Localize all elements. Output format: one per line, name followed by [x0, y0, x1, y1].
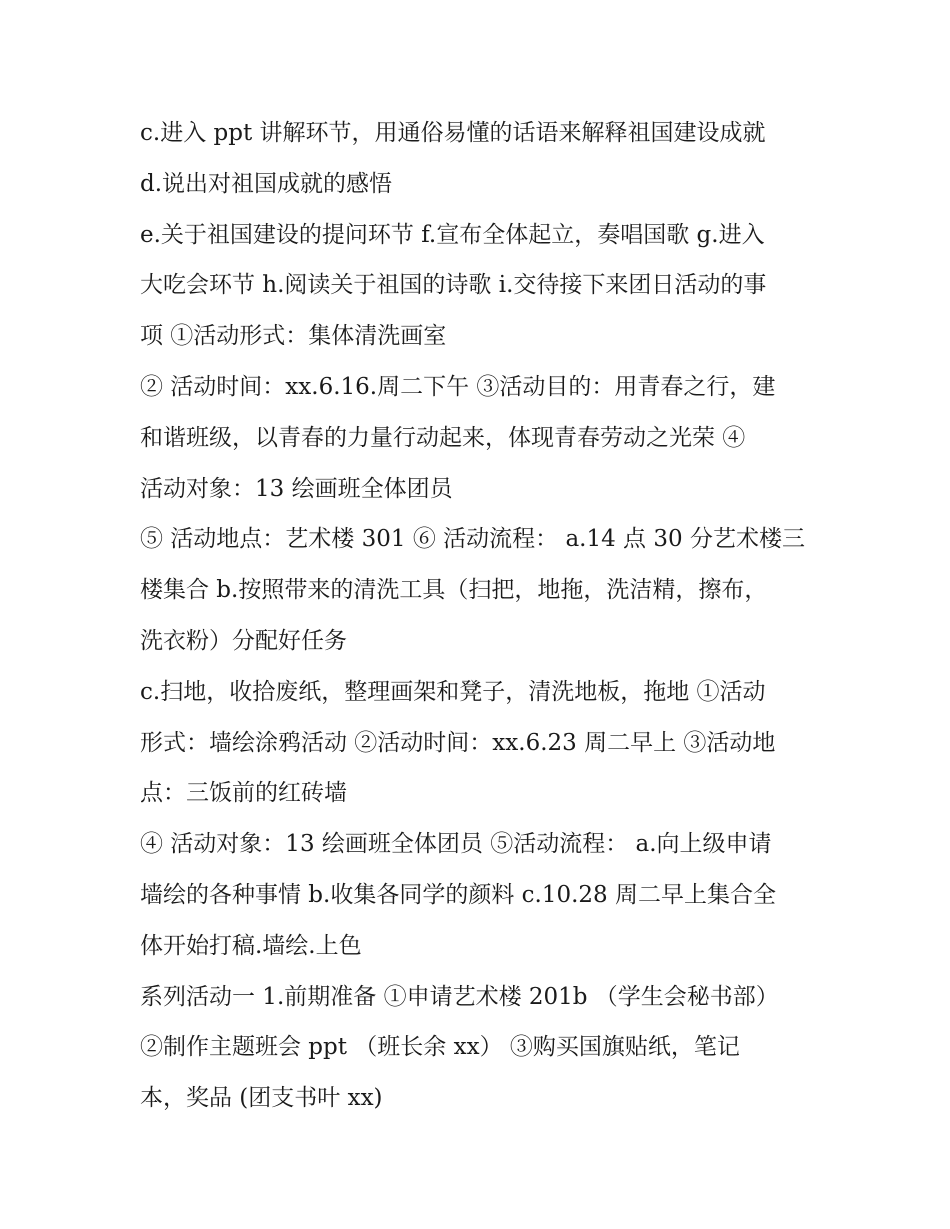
text-line: ⑤ 活动地点：艺术楼 301 ⑥ 活动流程： a.14 点 30 分艺术楼三: [140, 526, 805, 553]
text-line: 项 ①活动形式：集体清洗画室: [140, 323, 447, 350]
text-line: 和谐班级，以青春的力量行动起来，体现青春劳动之光荣 ④: [140, 424, 746, 451]
text-line: c.进入 ppt 讲解环节，用通俗易懂的话语来解释祖国建设成就: [140, 120, 766, 146]
text-line: 活动对象：13 绘画班全体团员: [140, 475, 453, 502]
text-line: ②制作主题班会 ppt （班长余 xx） ③购买国旗贴纸，笔记: [140, 1034, 740, 1061]
text-line: 洗衣粉）分配好任务: [140, 627, 347, 654]
text-line: d.说出对祖国成就的感悟: [140, 170, 393, 197]
text-line: c.扫地，收拾废纸，整理画架和凳子，清洗地板，拖地 ①活动: [140, 678, 766, 705]
text-line: 点：三饭前的红砖墙: [140, 780, 347, 807]
text-line: 本，奖品 (团支书叶 xx): [140, 1085, 383, 1112]
text-line: ② 活动时间：xx.6.16.周二下午 ③活动目的：用青春之行，建: [140, 373, 776, 400]
text-line: 形式：墙绘涂鸦活动 ②活动时间：xx.6.23 周二早上 ③活动地: [140, 729, 776, 756]
text-line: 大吃会环节 h.阅读关于祖国的诗歌 i.交待接下来团日活动的事: [140, 272, 767, 299]
text-line: 系列活动一 1.前期准备 ①申请艺术楼 201b （学生会秘书部）: [140, 983, 779, 1010]
text-line: 墙绘的各种事情 b.收集各同学的颜料 c.10.28 周二早上集合全: [140, 881, 777, 908]
text-line: ④ 活动对象：13 绘画班全体团员 ⑤活动流程： a.向上级申请: [140, 831, 772, 858]
text-line: 体开始打稿.墙绘.上色: [140, 932, 362, 959]
text-line: e.关于祖国建设的提问环节 f.宣布全体起立，奏唱国歌 g.进入: [140, 221, 765, 248]
text-line: 楼集合 b.按照带来的清洗工具（扫把，地拖，洗洁精，擦布，: [140, 577, 768, 604]
document-body: [140, 108, 820, 1124]
